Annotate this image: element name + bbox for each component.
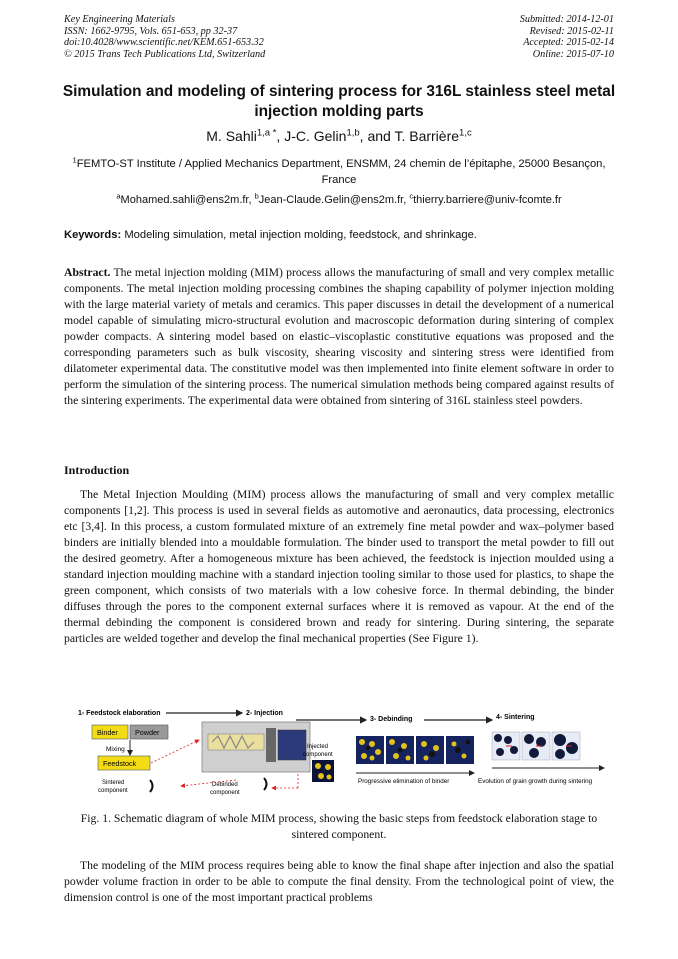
abstract-label: Abstract. [64, 266, 111, 279]
progressive-elimination-label: Progressive elimination of binder [358, 778, 450, 785]
mould-cavity [278, 730, 306, 760]
injected-label-1: Injected [307, 744, 329, 750]
keywords-text: Modeling simulation, metal injection molding, feedstock, and shrinkage. [124, 229, 477, 241]
step2-label: 2- Injection [246, 710, 283, 717]
continuation-text: The modeling of the MIM process requires being able to know the final shape after injection and also the spatial powder volume fraction in order to be able to compute the final density. From the technological point of view, the dimension control is one of the most important practical problems [64, 859, 614, 904]
email-sup: c [409, 191, 414, 201]
sintered-label-1: Sintered [102, 780, 125, 786]
author-list: M. Sahli$^{1,a *}$, J-C. Gelin$^{1,b}$, and T. Barrière$^{1,c}$ [206, 127, 472, 144]
email-link[interactable]: thierry.barriere@univ-fcomte.fr [413, 194, 562, 206]
abstract [64, 265, 614, 409]
affiliation [64, 156, 614, 188]
binder-label: Binder [97, 728, 118, 737]
author-name: M. Sahli [206, 128, 257, 144]
email-link[interactable]: Mohamed.sahli@ens2m.fr [120, 194, 249, 206]
injected-label-2: component [303, 752, 333, 758]
powder-label: Powder [135, 728, 160, 737]
feedstock-label: Feedstock [103, 759, 137, 768]
author-name: J-C. Gelin [284, 128, 347, 144]
debinded-label-2: component [210, 790, 240, 796]
sintering-micrographs [492, 732, 580, 760]
mixing-label: Mixing [106, 746, 125, 753]
email-link[interactable]: Jean-Claude.Gelin@ens2m.fr [258, 194, 404, 206]
affiliation-text: FEMTO-ST Institute / Applied Mechanics Department, ENSMM, 24 chemin de l’épitaphe, 25000 Besançon, France [76, 158, 606, 186]
figure-caption: Fig. 1. Schematic diagram of whole MIM process, showing the basic steps from feedstock elaboration stage to sintered component. [80, 812, 598, 841]
debinded-label-1: Debinded [212, 782, 238, 788]
paper-title: Simulation and modeling of sintering process for 316L stainless steel metal injection molding parts [62, 83, 616, 120]
step4-label: 4- Sintering [496, 714, 535, 721]
email-sup: a [116, 191, 121, 201]
author-sup: 1,c [459, 127, 472, 139]
mim-process-figure [66, 700, 612, 805]
mould-plate [266, 728, 276, 762]
issn-line: ISSN: 1662-9795, Vols. 651-653, pp 32-37 [64, 25, 238, 37]
email-sup: b [254, 191, 259, 201]
doi-line: doi:10.4028/www.scientific.net/KEM.651-653.32 [64, 37, 264, 49]
copyright-line: © 2015 Trans Tech Publications Ltd, Switzerland [64, 48, 266, 60]
keywords [64, 229, 614, 241]
feedstock-arrow [151, 740, 199, 763]
revised-date: Revised: 2015-02-11 [529, 25, 614, 37]
journal-header-right [520, 14, 614, 60]
journal-name: Key Engineering Materials [64, 14, 175, 25]
sintered-label-2: component [98, 788, 128, 794]
email-list: $^a$Mohamed.sahli@ens2m.fr, $^b$Jean-Claude.Gelin@ens2m.fr, $^c$thierry.barriere@univ-fcomte.fr [116, 191, 562, 206]
step3-label: 3- Debinding [370, 716, 413, 723]
author-name: T. Barrière [394, 128, 460, 144]
grain-growth-label: Evolution of grain growth during sintering [478, 778, 593, 785]
abstract-text: The metal injection molding (MIM) process allows the manufacturing of small and very complex metallic components. The metal injection molding processing combines the shaping capability of polymer injection molding with the large material variety of metals and ceramics. This paper discusses in detail the development of a numerical model capable of simulating micro-structural evolution and macroscopic deformation during sintering of complex powder compacts. A sintering model based on elastic–viscoplastic constitutive equations was proposed and the corresponding parameters such as bulk viscosity, shearing viscosity and sintering stress were identified from dilatometer experimental data. The constitutive model was then implemented into finite element software in order to perform the simulation of the sintering process. The numerical simulation methods being compared against results of the sintering experiments. The experimental data were obtained from sintering of 316L stainless steel powders. [64, 266, 614, 407]
keywords-label: Keywords: [64, 229, 122, 241]
journal-header-left [64, 14, 265, 60]
online-date: Online: 2015-07-10 [532, 48, 614, 60]
debinded-part-shape [264, 778, 267, 790]
introduction-heading: Introduction [64, 463, 130, 477]
affiliation-sup: 1 [72, 155, 77, 165]
submitted-date: Submitted: 2014-12-01 [519, 14, 614, 25]
step1-label: 1- Feedstock elaboration [78, 710, 161, 717]
introduction-text: The Metal Injection Moulding (MIM) process allows the manufacturing of small and very complex metallic components [1,2]. This process is used in several fields as automotive and aeronautics, data processing, electronics etc [3,4]. In this process, a custom formulated mixture of an extremely fine metal powder and wax–polymer based binders are initially blended into a mouldable formulation. The binder used to transport the metal powder to fill out the desired geometry. After a homogeneous mixture has been achieved, the feedstock is injection moulded using a standard injection moulding machine with a standard injection tooling similar to those used for plastics, to shape the green component, which consists of two materials with a low cohesive force. In thermal debinding, the binder diffuses through the pores to the component external surfaces where it is removed as vapour. At the end of the thermal debinding the component is considered brown and ready for sintering. During sintering, the separate particles are welded together and develop the final mechanical properties (See Figure 1). [64, 488, 614, 645]
sintered-part-shape [150, 780, 153, 792]
debinding-micrographs [356, 736, 474, 764]
author-sup: 1,b [346, 127, 360, 139]
accepted-date: Accepted: 2015-02-14 [523, 37, 614, 49]
author-sup: 1,a * [256, 127, 277, 139]
